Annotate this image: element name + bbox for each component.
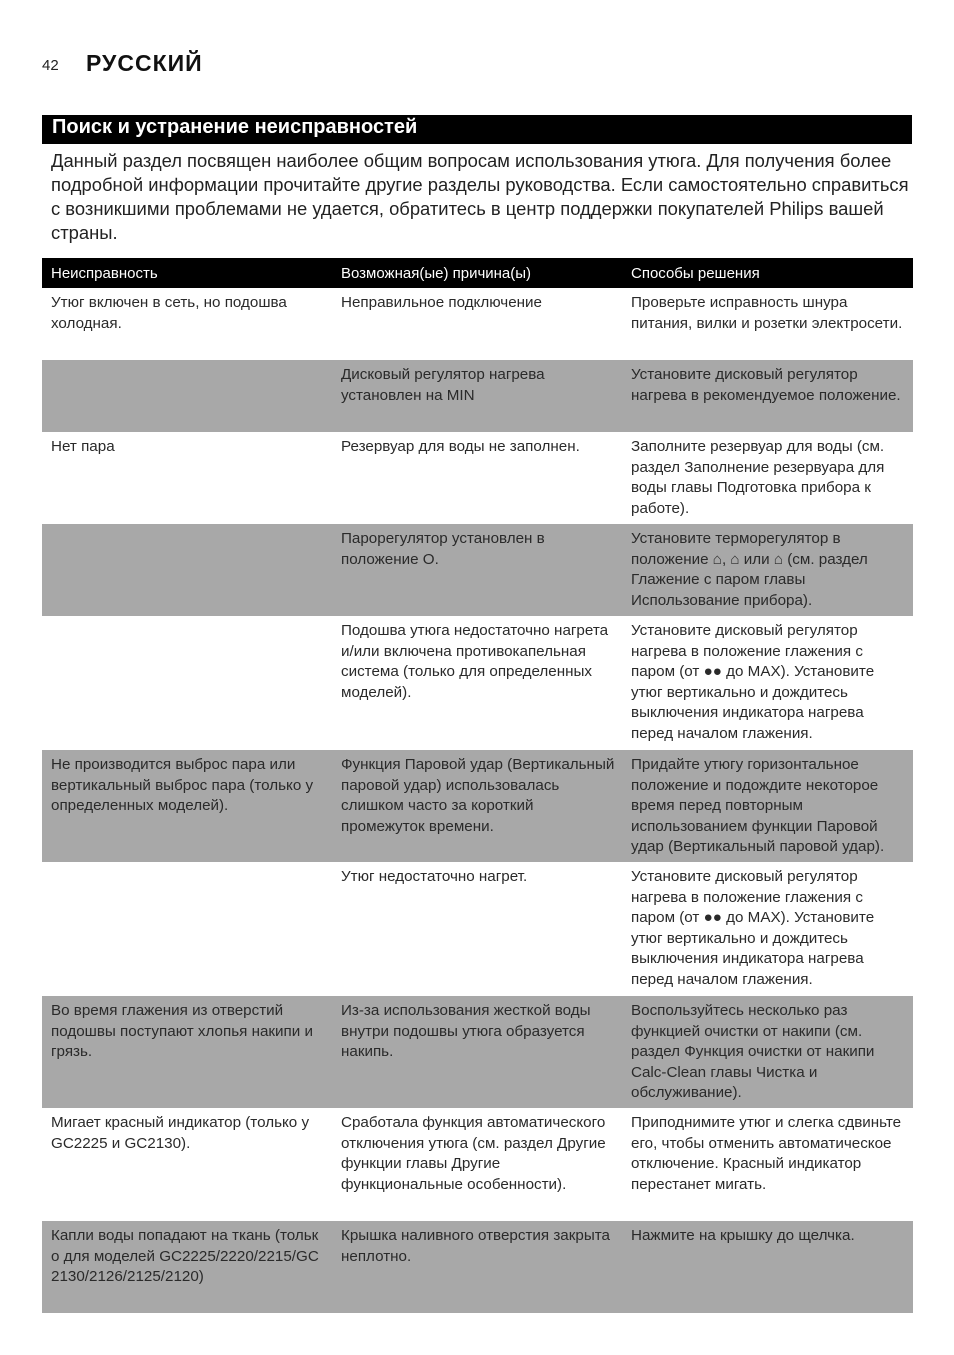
- table-row: [42, 616, 913, 750]
- section-title: Поиск и устранение неисправностей: [52, 116, 418, 138]
- solution-cell: Приподнимите утюг и слегка сдвиньте его, чтобы отменить автоматическое отключение. Красный индикатор перестанет мигать.: [631, 1114, 902, 1193]
- header-problem: Неисправность: [51, 264, 158, 282]
- table-row: [42, 996, 913, 1108]
- solution-cell: Проверьте исправность шнура питания, вилки и розетки электросети.: [631, 294, 903, 332]
- cause-cell: Подошва утюга недостаточно нагрета и/или включена противокапельная система (только для определенных моделей).: [341, 622, 609, 701]
- cause-cell: Сработала функция автоматического отключения утюга (см. раздел Другие функции главы Другие функциональные особенности).: [341, 1114, 606, 1193]
- table-header-row: [42, 258, 913, 288]
- solution-cell: Воспользуйтесь несколько раз функцией очистки от накипи (см. раздел Функция очистки от накипи Calc-Clean главы Чистка и обслуживание).: [631, 1002, 875, 1101]
- section-heading-bar: [42, 115, 912, 144]
- cause-cell: Крышка наливного отверстия закрыта неплотно.: [341, 1227, 610, 1265]
- problem-cell: Не производится выброс пара или вертикальный выброс пара (только у определенных моделей).: [51, 756, 314, 814]
- table-row: [42, 862, 913, 996]
- table-row: [42, 524, 913, 616]
- solution-cell: Нажмите на крышку до щелчка.: [631, 1227, 855, 1244]
- problem-cell: Во время глажения из отверстий подошвы поступают хлопья накипи и грязь.: [51, 1002, 313, 1060]
- problem-cell: Нет пара: [51, 438, 115, 455]
- problem-cell: [42, 616, 332, 750]
- problem-cell: [42, 862, 332, 996]
- problem-cell: Мигает красный индикатор (только у GC2225 и GC2130).: [51, 1114, 310, 1152]
- solution-cell: Установите дисковый регулятор нагрева в положение глажения с паром (от ●● до MAX). Установите утюг вертикально и дождитесь выключения индикатора нагрева перед началом глажения.: [631, 868, 875, 988]
- cause-cell: Утюг недостаточно нагрет.: [341, 868, 528, 885]
- solution-cell: Установите терморегулятор в положение ⌂, ⌂ или ⌂ (см. раздел Глажение с паром главы Использование прибора).: [631, 530, 868, 609]
- cause-cell: Резервуар для воды не заполнен.: [341, 438, 580, 455]
- troubleshooting-table: [42, 258, 913, 1313]
- language-title: РУССКИЙ: [86, 50, 203, 76]
- solution-cell: Установите дисковый регулятор нагрева в положение глажения с паром (от ●● до MAX). Установите утюг вертикально и дождитесь выключения индикатора нагрева перед началом глажения.: [631, 622, 875, 742]
- table-row: [42, 1221, 913, 1313]
- problem-cell: Капли воды попадают на ткань (только для моделей GC2225/2220/2215/GC2130/2126/2125/2120): [51, 1227, 319, 1285]
- table-row: [42, 1108, 913, 1221]
- solution-cell: Заполните резервуар для воды (см. раздел Заполнение резервуара для воды главы Подготовка прибора к работе).: [631, 438, 885, 517]
- table-row: [42, 750, 913, 862]
- header-cause: Возможная(ые) причина(ы): [341, 264, 532, 282]
- solution-cell: Установите дисковый регулятор нагрева в рекомендуемое положение.: [631, 366, 901, 404]
- cause-cell: Дисковый регулятор нагрева установлен на MIN: [341, 366, 545, 404]
- solution-cell: Придайте утюгу горизонтальное положение и подождите некоторое время перед повторным использованием функции Паровой удар (Вертикальный паровой удар).: [631, 756, 885, 855]
- cause-cell: Из-за использования жесткой воды внутри подошвы утюга образуется накипь.: [341, 1002, 591, 1060]
- problem-cell: Утюг включен в сеть, но подошва холодная.: [51, 294, 287, 332]
- page-number: 42: [42, 57, 59, 74]
- table-row: [42, 288, 913, 360]
- table-row: [42, 432, 913, 524]
- table-row: [42, 360, 913, 432]
- problem-cell: [42, 524, 332, 616]
- cause-cell: Функция Паровой удар (Вертикальный паровой удар) использовалась слишком часто за короткий промежуток времени.: [341, 756, 615, 835]
- cause-cell: Неправильное подключение: [341, 294, 542, 311]
- header-solution: Способы решения: [631, 264, 760, 282]
- cause-cell: Парорегулятор установлен в положение O.: [341, 530, 545, 568]
- problem-cell: [42, 360, 332, 432]
- intro-paragraph: Данный раздел посвящен наиболее общим вопросам использования утюга. Для получения более подробной информации прочитайте другие разделы руководства. Если самостоятельно справиться с возникшими проблемами не удается, обратитесь в центр поддержки покупателей Philips вашей страны.: [51, 150, 909, 243]
